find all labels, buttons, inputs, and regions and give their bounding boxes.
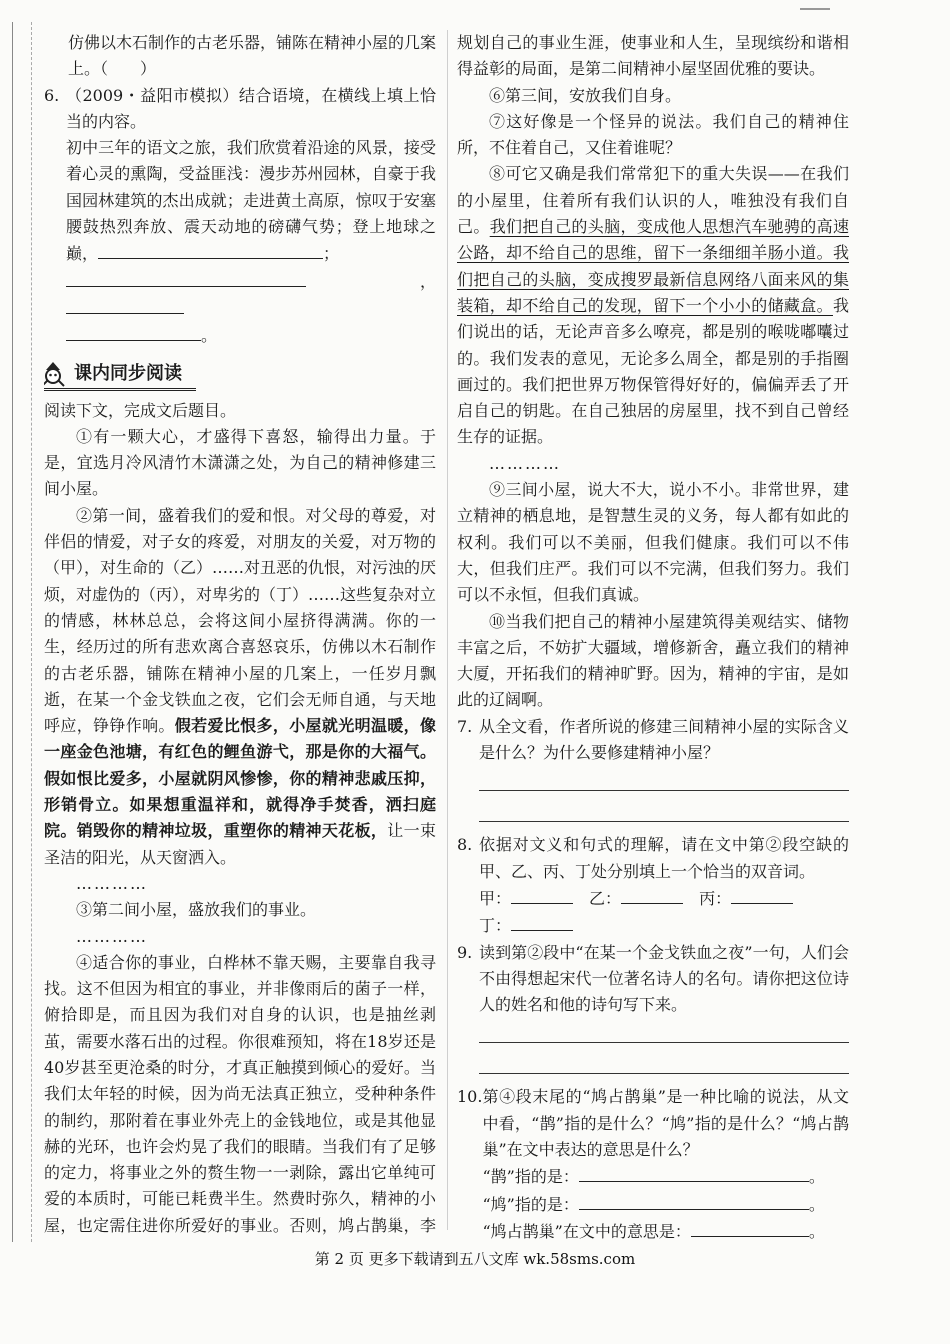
q8-blank-jia[interactable]	[511, 885, 573, 904]
q6-line-2: ，	[66, 268, 436, 323]
q10-blank-jiu[interactable]	[579, 1191, 809, 1210]
ellipsis-2: …………	[76, 926, 148, 946]
q10-blank-que[interactable]	[579, 1163, 809, 1182]
q10-blank-meaning[interactable]	[691, 1218, 809, 1237]
q7-prompt: 从全文看，作者所说的修建三间精神小屋的实际含义是什么？为什么要修建精神小屋？	[479, 716, 849, 763]
q10-meaning-row: “鸠占鹊巢”在文中的意思是： 。	[482, 1218, 849, 1240]
paragraph-9: ⑨三间小屋，说大不大，说小不小。非常世界，建立精神的栖息地，是智慧生灵的义务，每人都有如此的权利。我们可以不美丽，但我们健康。我们可以不伟大，但我们庄严。我们可以不完满，但我们努力。我们可以不永恒，但我们真诚。	[457, 480, 849, 605]
page-corner-mark	[800, 8, 830, 16]
q6-blank-4[interactable]	[66, 322, 201, 341]
left-column	[44, 30, 436, 1240]
q10-jiu-row: “鸠”指的是： 。	[482, 1191, 849, 1218]
section-title: 课内同步阅读	[74, 362, 182, 384]
q6-number: 6.	[44, 85, 60, 105]
paragraph-4: ④适合你的事业，白桦林不靠天赐，主要靠自我寻找。这不但因为相宜的事业，并非像雨后的菌子一样，俯拾即是，而且因为我们对自身的认识，也是抽丝剥茧，需要水落石出的过程。你很难预知，将在18岁还是40岁甚至更沧桑的时分，才真正触摸到倾心的爱好。当我们太年轻的时候，因为尚无法真正独立，受种种条件的制约，那附着在事业外壳上的金钱地位，或是其他显赫的光环，也许会灼晃了我们的眼睛。当我们有了足够的定力，将事业之外的赘生物一一剥除，露出它单纯可爱的本质时，可能已耗费半生。然费时弥久，精神的小屋，也定需住进你所爱好的事业。否则，鸠占鹊巢，李	[44, 952, 436, 1235]
q8-blank-bing[interactable]	[731, 885, 793, 904]
q8-prompt: 依据对文义和句式的理解，请在文中第②段空缺的甲、乙、丙、丁处分别填上一个恰当的双音词。	[479, 835, 849, 881]
page-footer: 第 2 页 更多下载请到五八文库 wk.58sms.com	[314, 1250, 636, 1268]
q9-answer-line-2[interactable]	[479, 1053, 849, 1074]
q6-prompt: （2009・益阳市模拟）结合语境，在横线上填上恰当的内容。	[66, 85, 436, 131]
question-10: 10. 第④段末尾的“鸠占鹊巢”是一种比喻的说法，从文中看，“鹊”指的是什么？“鸠”指的是什么？“鸠占鹊巢”在文中表达的意思是什么？ “鹊”指的是： 。 “鸠”指的是： 。 “鸠占鹊巢”在文中的意思是： 。	[457, 1084, 849, 1240]
q6-line-3: 。	[66, 322, 436, 349]
underlined-sentences: 我们把自己的头脑，变成他人思想汽车驰骋的高速公路，却不给自己的思维，留下一条细细羊肠小道。我们把自己的头脑，变成搜罗最新信息网络八面来风的集装箱，却不给自己的发现，留下一个小小的储藏盒。	[457, 217, 849, 315]
q7-answer-line-2[interactable]	[479, 801, 849, 822]
section-heading	[44, 356, 436, 396]
q10-prompt: 第④段末尾的“鸠占鹊巢”是一种比喻的说法，从文中看，“鹊”指的是什么？“鸠”指的是什么？“鸠占鹊巢”在文中表达的意思是什么？	[482, 1087, 849, 1159]
q10-que-row: “鹊”指的是： 。	[482, 1163, 849, 1190]
q6-blank-3[interactable]	[66, 295, 184, 314]
paragraph-10: ⑩当我们把自己的精神小屋建筑得美观结实、储物丰富之后，不妨扩大疆域，增修新舍，矗立我们的精神大厦，开拓我们的精神旷野。因为，精神的宇宙，是如此的辽阔啊。	[457, 611, 849, 710]
page-binding-margin	[12, 22, 32, 1242]
q6-passage: 初中三年的语文之旅，我们欣赏着沿途的风景，接受着心灵的熏陶，受益匪浅：漫步苏州园林，自豪于我国园林建筑的杰出成就；走进黄土高原，惊叹于安塞腰鼓热烈奔放、震天动地的磅礴气势；登上地球之巅， ；	[66, 138, 436, 264]
q8-blank-ding[interactable]	[511, 912, 573, 931]
question-9: 9. 读到第②段中“在某一个金戈铁血之夜”一句，人们会不由得想起宋代一位著名诗人的名句。请你把这位诗人的姓名和他的诗句写下来。	[457, 940, 849, 1019]
q5-carryover-text: 仿佛以木石制作的古老乐器，铺陈在精神小屋的几案上。（ ）	[68, 33, 436, 79]
q9-answer-line-1[interactable]	[479, 1022, 849, 1043]
q8-blank-yi[interactable]	[621, 885, 683, 904]
paragraph-1: ①有一颗大心，才盛得下喜怒，输得出力量。于是，宜选月冷风清竹木潇潇之处，为自己的精神修建三间小屋。	[44, 426, 436, 499]
reading-mascot-icon	[44, 360, 68, 388]
right-column	[457, 30, 849, 1240]
ellipsis-3: …………	[489, 453, 561, 473]
q9-prompt: 读到第②段中“在某一个金戈铁血之夜”一句，人们会不由得想起宋代一位著名诗人的名句。请你把这位诗人的姓名和他的诗句写下来。	[479, 942, 849, 1015]
q7-answer-line-1[interactable]	[479, 770, 849, 791]
reading-intro: 阅读下文，完成文后题目。	[44, 400, 237, 420]
paragraph-4-continued: 规划自己的事业生涯，使事业和人生，呈现缤纷和谐相得益彰的局面，是第二间精神小屋坚固优雅的要诀。	[457, 33, 849, 79]
paragraph-3: ③第二间小屋，盛放我们的事业。	[76, 900, 317, 920]
q8-blank-row-2: 丁：	[479, 912, 849, 939]
question-8: 8. 依据对文义和句式的理解，请在文中第②段空缺的甲、乙、丙、丁处分别填上一个恰当的双音词。 甲： 乙： 丙： 丁：	[457, 832, 849, 939]
paragraph-7: ⑦这好像是一个怪异的说法。我们自己的精神住所，不住着自己，又住着谁呢？	[457, 111, 849, 158]
question-7: 7. 从全文看，作者所说的修建三间精神小屋的实际含义是什么？为什么要修建精神小屋？	[457, 714, 849, 767]
q6-blank-1[interactable]	[98, 240, 323, 259]
paragraph-2: ②第一间，盛着我们的爱和恨。对父母的尊爱，对伴侣的情爱，对子女的疼爱，对朋友的关爱，对万物的（甲），对生命的（乙）……对丑恶的仇恨，对污浊的厌烦，对虚伪的（丙），对卑劣的（丁）……这些复杂对立的情感，林林总总，会将这间小屋挤得满满。你的一生，经历过的所有悲欢离合喜怒哀乐，仿佛以木石制作的古老乐器，铺陈在精神小屋的几案上，一任岁月飘逝，在某一个金戈铁血之夜，它们会无师自通，与天地呼应，铮铮作响。假若爱比恨多，小屋就光明温暖，像一座金色池塘，有红色的鲤鱼游弋，那是你的大福气。假如恨比爱多，小屋就阴风惨惨，你的精神悲戚压抑，形销骨立。如果想重温祥和，就得净手焚香，洒扫庭院。销毁你的精神垃圾，重塑你的精神天花板，让一束圣洁的阳光，从天窗洒入。	[44, 505, 436, 867]
q8-blanks: 甲： 乙： 丙：	[479, 885, 849, 912]
column-divider	[447, 30, 448, 1230]
ellipsis-1: …………	[76, 873, 148, 893]
q6-blank-2[interactable]	[66, 268, 306, 287]
paragraph-8: ⑧可它又确是我们常常犯下的重大失误——在我们的小屋里，住着所有我们认识的人，唯独没有我们自己。我们把自己的头脑，变成他人思想汽车驰骋的高速公路，却不给自己的思维，留下一条细细羊肠小道。我们把自己的头脑，变成搜罗最新信息网络八面来风的集装箱，却不给自己的发现，留下一个小小的储藏盒。我们说出的话，无论声音多么嘹亮，都是别的喉咙嘟囔过的。我们发表的意见，无论多么周全，都是别的手指圈画过的。我们把世界万物保管得好好的，偏偏弄丢了开启自己的钥匙。在自己独居的房屋里，找不到自己曾经生存的证据。	[457, 164, 849, 447]
question-6	[44, 83, 436, 350]
paragraph-6: ⑥第三间，安放我们自身。	[489, 85, 682, 105]
